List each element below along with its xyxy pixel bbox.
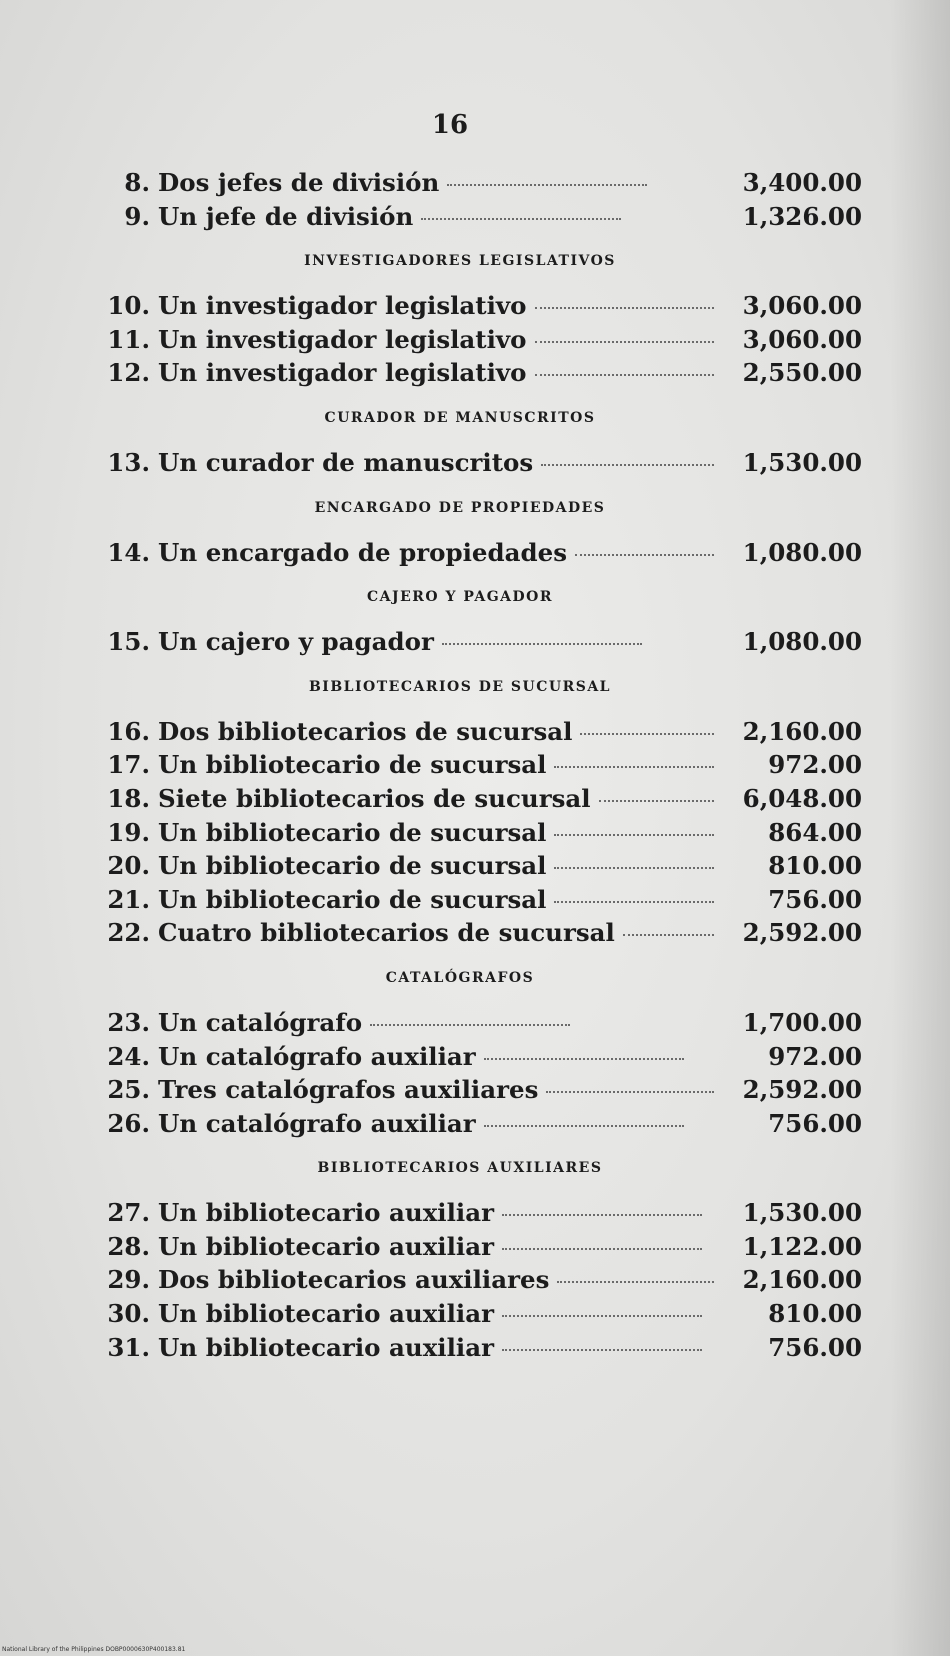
item-number: 17. xyxy=(107,750,150,780)
line-item xyxy=(100,325,862,359)
item-number: 24. xyxy=(107,1041,150,1071)
dot-leader xyxy=(554,834,714,836)
item-number: 31. xyxy=(107,1332,150,1362)
item-amount: 756.00 xyxy=(768,1332,862,1362)
dot-leader xyxy=(557,1281,714,1283)
item-amount: 1,080.00 xyxy=(742,537,862,567)
item-description: Un investigador legislativo xyxy=(158,324,527,354)
item-description: Un bibliotecario auxiliar xyxy=(158,1198,495,1228)
dot-leader xyxy=(575,554,714,556)
item-description: Un bibliotecario auxiliar xyxy=(158,1299,495,1329)
item-amount: 3,060.00 xyxy=(742,324,862,354)
line-item xyxy=(100,538,862,572)
section-heading: CURADOR DE MANUSCRITOS xyxy=(324,409,596,426)
section-heading: CATALÓGRAFOS xyxy=(385,969,535,986)
line-item xyxy=(100,1198,862,1232)
line-item xyxy=(100,750,862,784)
item-number: 25. xyxy=(107,1075,150,1105)
item-amount: 2,550.00 xyxy=(742,358,862,388)
item-description: Un catalógrafo auxiliar xyxy=(158,1108,476,1138)
section-heading: ENCARGADO DE PROPIEDADES xyxy=(314,499,606,516)
dot-leader xyxy=(599,800,714,802)
item-number: 29. xyxy=(107,1265,150,1295)
dot-leader xyxy=(421,218,621,220)
item-description: Un bibliotecario de sucursal xyxy=(158,851,547,881)
line-item xyxy=(100,717,862,751)
item-number: 22. xyxy=(107,918,150,948)
item-amount: 3,060.00 xyxy=(742,291,862,321)
line-item xyxy=(100,202,862,236)
dot-leader xyxy=(535,374,715,376)
item-amount: 2,160.00 xyxy=(742,716,862,746)
dot-leader xyxy=(546,1091,714,1093)
item-amount: 1,326.00 xyxy=(742,201,862,231)
dot-leader xyxy=(502,1315,702,1317)
item-number: 26. xyxy=(107,1108,150,1138)
item-description: Dos bibliotecarios auxiliares xyxy=(158,1265,550,1295)
item-number: 20. xyxy=(107,851,150,881)
section-heading: BIBLIOTECARIOS DE SUCURSAL xyxy=(308,678,612,695)
line-item xyxy=(100,627,862,661)
dot-leader xyxy=(535,307,715,309)
line-item xyxy=(100,358,862,392)
line-item xyxy=(100,918,862,952)
item-number: 18. xyxy=(107,783,150,813)
dot-leader xyxy=(554,867,714,869)
item-number: 14. xyxy=(107,537,150,567)
item-description: Un curador de manuscritos xyxy=(158,447,534,477)
item-description: Cuatro bibliotecarios de sucursal xyxy=(158,918,615,948)
item-description: Un bibliotecario de sucursal xyxy=(158,750,547,780)
item-description: Un bibliotecario de sucursal xyxy=(158,884,547,914)
line-item xyxy=(100,291,862,325)
dot-leader xyxy=(541,464,714,466)
dot-leader xyxy=(535,341,715,343)
dot-leader xyxy=(484,1058,684,1060)
line-item xyxy=(100,448,862,482)
item-number: 9. xyxy=(124,201,150,231)
item-description: Dos bibliotecarios de sucursal xyxy=(158,716,573,746)
dot-leader xyxy=(447,184,647,186)
line-item xyxy=(100,1232,862,1266)
item-amount: 756.00 xyxy=(768,1108,862,1138)
line-item xyxy=(100,1299,862,1333)
item-amount: 2,592.00 xyxy=(742,1075,862,1105)
item-number: 21. xyxy=(107,884,150,914)
library-footer-tag: National Library of the Philippines DOBP0000630P400183.81 xyxy=(2,1646,186,1653)
section-heading: BIBLIOTECARIOS AUXILIARES xyxy=(317,1160,603,1177)
item-description: Un bibliotecario auxiliar xyxy=(158,1332,495,1362)
salary-list xyxy=(100,168,862,1366)
item-amount: 1,122.00 xyxy=(742,1231,862,1261)
section-heading: CAJERO Y PAGADOR xyxy=(366,589,554,606)
item-description: Un bibliotecario de sucursal xyxy=(158,817,547,847)
page-number: 16 xyxy=(431,110,469,140)
dot-leader xyxy=(502,1349,702,1351)
section-heading: INVESTIGADORES LEGISLATIVOS xyxy=(304,253,616,270)
item-amount: 1,530.00 xyxy=(742,447,862,477)
line-item xyxy=(100,1333,862,1367)
item-amount: 1,530.00 xyxy=(742,1198,862,1228)
item-description: Dos jefes de división xyxy=(158,168,440,197)
line-item xyxy=(100,1075,862,1109)
item-number: 16. xyxy=(107,716,150,746)
item-amount: 2,592.00 xyxy=(742,918,862,948)
item-amount: 972.00 xyxy=(768,750,862,780)
item-amount: 3,400.00 xyxy=(742,168,862,197)
dot-leader xyxy=(554,766,714,768)
item-number: 8. xyxy=(124,168,150,197)
item-description: Un catalógrafo xyxy=(158,1007,363,1037)
item-amount: 972.00 xyxy=(768,1041,862,1071)
item-number: 27. xyxy=(107,1198,150,1228)
dot-leader xyxy=(442,643,642,645)
item-amount: 1,700.00 xyxy=(742,1007,862,1037)
item-number: 30. xyxy=(107,1299,150,1329)
item-description: Un encargado de propiedades xyxy=(158,537,567,567)
dot-leader xyxy=(484,1125,684,1127)
item-description: Un bibliotecario auxiliar xyxy=(158,1231,495,1261)
item-amount: 756.00 xyxy=(768,884,862,914)
item-amount: 810.00 xyxy=(768,851,862,881)
dot-leader xyxy=(554,901,714,903)
item-amount: 2,160.00 xyxy=(742,1265,862,1295)
item-description: Un investigador legislativo xyxy=(158,291,527,321)
line-item xyxy=(100,1042,862,1076)
item-number: 23. xyxy=(107,1007,150,1037)
item-number: 11. xyxy=(107,324,150,354)
item-description: Un jefe de división xyxy=(158,201,414,231)
line-item xyxy=(100,784,862,818)
line-item xyxy=(100,818,862,852)
item-description: Tres catalógrafos auxiliares xyxy=(158,1075,539,1105)
item-number: 12. xyxy=(107,358,150,388)
item-number: 15. xyxy=(107,627,150,657)
item-description: Siete bibliotecarios de sucursal xyxy=(158,783,591,813)
line-item xyxy=(100,1265,862,1299)
line-item xyxy=(100,168,862,202)
item-amount: 1,080.00 xyxy=(742,627,862,657)
page-edge-shadow xyxy=(890,0,950,1656)
item-number: 13. xyxy=(107,447,150,477)
dot-leader xyxy=(502,1214,702,1216)
item-amount: 810.00 xyxy=(768,1299,862,1329)
dot-leader xyxy=(370,1024,570,1026)
line-item xyxy=(100,851,862,885)
item-amount: 6,048.00 xyxy=(742,783,862,813)
item-number: 28. xyxy=(107,1231,150,1261)
item-amount: 864.00 xyxy=(768,817,862,847)
line-item xyxy=(100,885,862,919)
item-number: 10. xyxy=(107,291,150,321)
dot-leader xyxy=(623,934,714,936)
dot-leader xyxy=(580,733,714,735)
dot-leader xyxy=(502,1248,702,1250)
line-item xyxy=(100,1109,862,1143)
item-description: Un investigador legislativo xyxy=(158,358,527,388)
item-number: 19. xyxy=(107,817,150,847)
item-description: Un catalógrafo auxiliar xyxy=(158,1041,476,1071)
item-description: Un cajero y pagador xyxy=(158,627,434,657)
line-item xyxy=(100,1008,862,1042)
